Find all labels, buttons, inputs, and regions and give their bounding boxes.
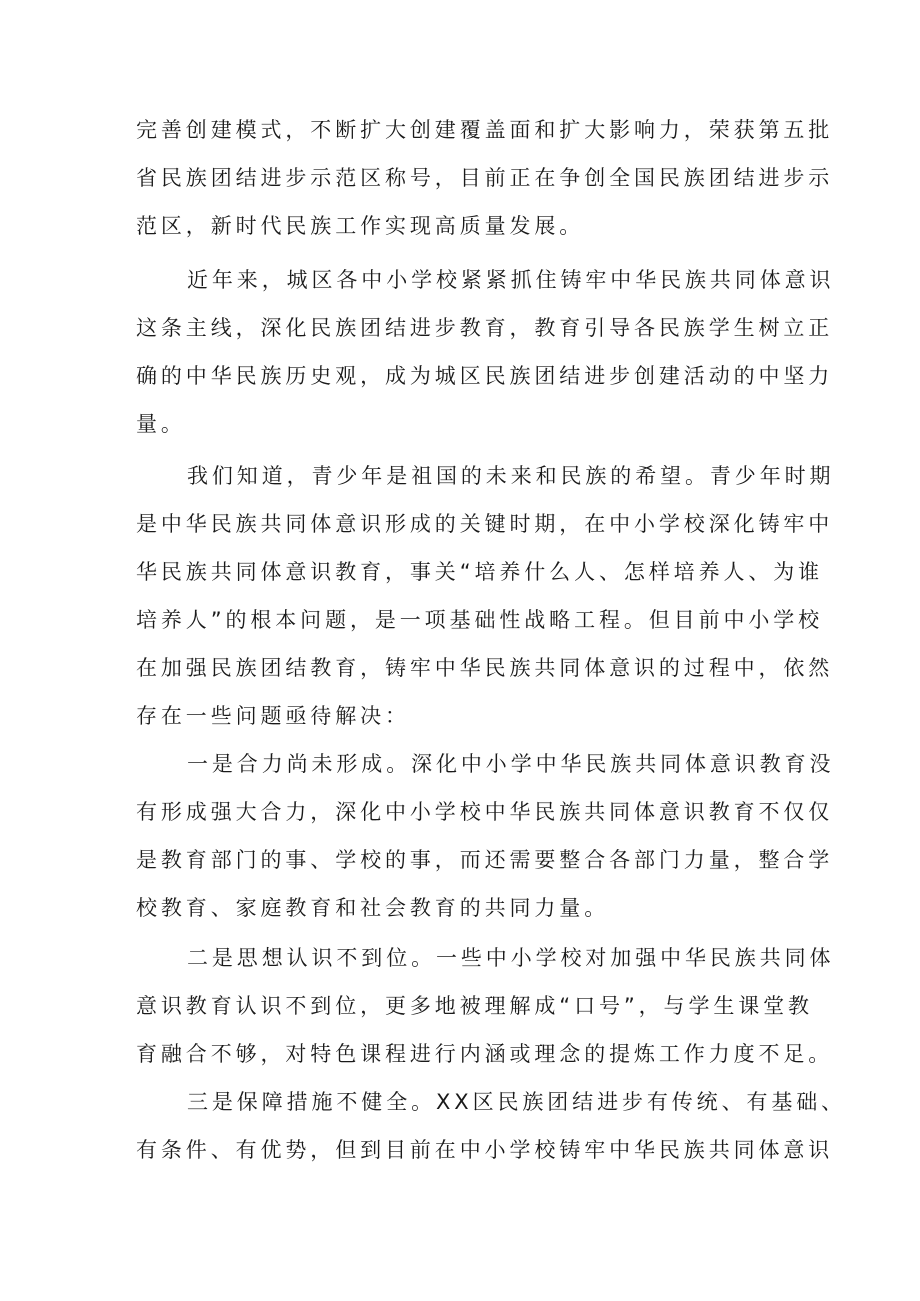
- paragraph-4-line-2: 有形成强大合力，深化中小学校中华民族共同体意识教育不仅仅: [136, 800, 834, 824]
- paragraph-6-line-1: 三是保障措施不健全。XX区民族团结进步有传统、有基础、: [187, 1090, 847, 1114]
- paragraph-3-line-3: 华民族共同体意识教育，事关“培养什么人、怎样培养人、为谁: [136, 560, 824, 584]
- paragraph-6-line-2: 有条件、有优势，但到目前在中小学校铸牢中华民族共同体意识: [136, 1138, 834, 1162]
- paragraph-5-line-1: 二是思想认识不到位。一些中小学校对加强中华民族共同体: [187, 946, 835, 970]
- paragraph-3-line-4: 培养人”的根本问题，是一项基础性战略工程。但目前中小学校: [136, 608, 824, 632]
- paragraph-4-line-3: 是教育部门的事、学校的事，而还需要整合各部门力量，整合学: [136, 848, 834, 872]
- paragraph-2-line-4: 量。: [136, 412, 186, 436]
- paragraph-2-line-1: 近年来，城区各中小学校紧紧抓住铸牢中华民族共同体意识: [187, 268, 835, 292]
- text-line-2: 省民族团结进步示范区称号，目前正在争创全国民族团结进步示: [136, 166, 834, 190]
- paragraph-3-line-2: 是中华民族共同体意识形成的关键时期，在中小学校深化铸牢中: [136, 512, 834, 536]
- paragraph-3-line-1: 我们知道，青少年是祖国的未来和民族的希望。青少年时期: [187, 464, 835, 488]
- paragraph-3-line-5: 在加强民族团结教育，铸牢中华民族共同体意识的过程中，依然: [136, 656, 834, 680]
- paragraph-5-line-3: 育融合不够，对特色课程进行内涵或理念的提炼工作力度不足。: [136, 1042, 834, 1066]
- paragraph-4-line-1: 一是合力尚未形成。深化中小学中华民族共同体意识教育没: [187, 752, 835, 776]
- paragraph-2-line-2: 这条主线，深化民族团结进步教育，教育引导各民族学生树立正: [136, 316, 834, 340]
- text-line-3: 范区，新时代民族工作实现高质量发展。: [136, 214, 585, 238]
- paragraph-4-line-4: 校教育、家庭教育和社会教育的共同力量。: [136, 896, 610, 920]
- paragraph-5-line-2: 意识教育认识不到位，更多地被理解成“口号”，与学生课堂教: [136, 994, 813, 1018]
- paragraph-3-line-6: 存在一些问题亟待解决：: [136, 704, 410, 728]
- text-line-1: 完善创建模式，不断扩大创建覆盖面和扩大影响力，荣获第五批: [136, 118, 834, 142]
- paragraph-2-line-3: 确的中华民族历史观，成为城区民族团结进步创建活动的中坚力: [136, 364, 834, 388]
